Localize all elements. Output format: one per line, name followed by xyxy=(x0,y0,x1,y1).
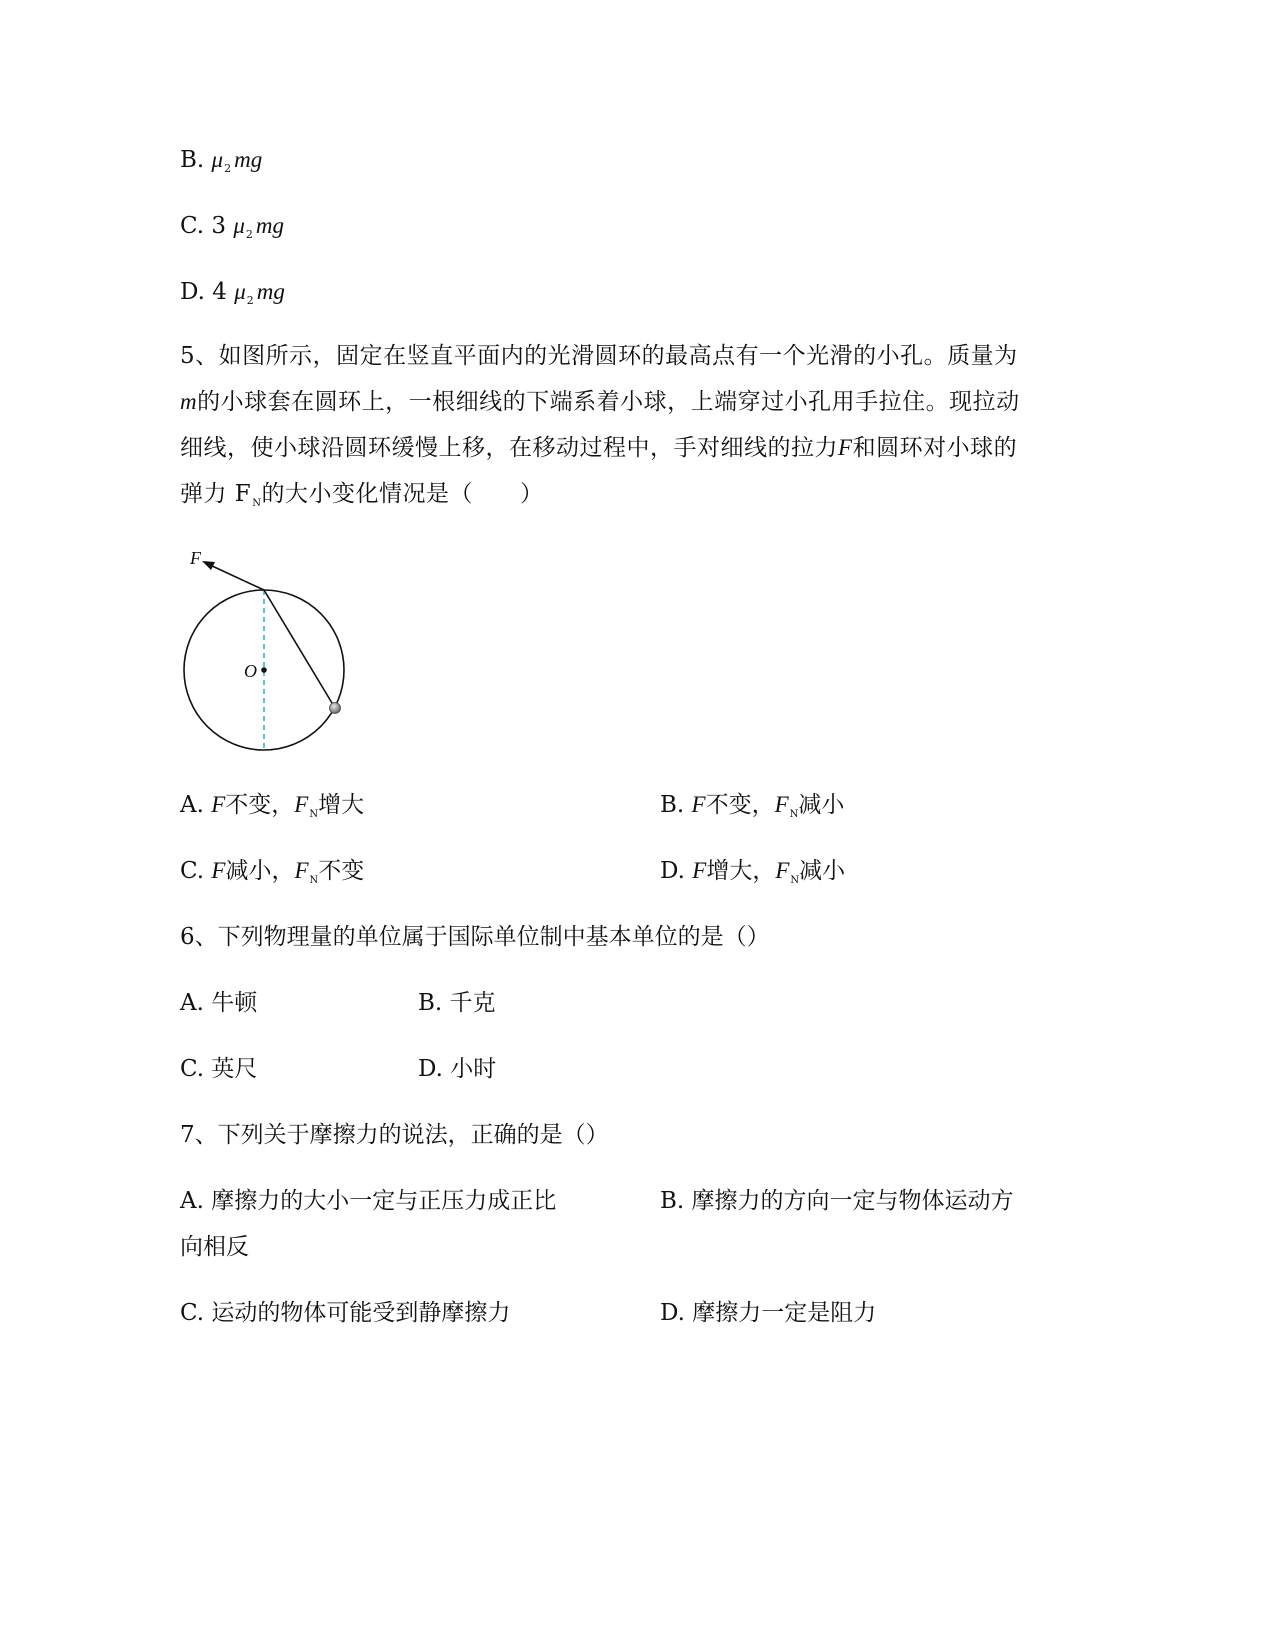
option-text: C. 运动的物体可能受到静摩擦力 xyxy=(180,1300,511,1326)
force-variable: F xyxy=(838,435,853,460)
option-text: 不变， xyxy=(225,792,295,818)
ball xyxy=(330,703,341,714)
q5-text: 弹力 F xyxy=(180,481,252,507)
q5-option-b xyxy=(660,790,844,825)
subscript: N xyxy=(789,809,799,820)
normal-force-variable: F xyxy=(294,858,309,883)
option-text: 增大 xyxy=(318,792,365,818)
subscript: N xyxy=(790,875,800,886)
option-text: 减小， xyxy=(225,858,295,884)
mu-symbol: μ xyxy=(211,147,224,172)
q6-option-a xyxy=(180,988,257,1018)
q6-option-b xyxy=(418,988,496,1018)
subscript: N xyxy=(309,875,319,886)
q4-option-c xyxy=(180,211,284,245)
q5-text: 的大小变化情况是（ ） xyxy=(261,481,544,507)
option-prefix: D. xyxy=(660,858,693,884)
normal-force-variable: F xyxy=(775,858,790,883)
q5-text: 细线，使小球沿圆环缓慢上移，在移动过程中，手对细线的拉力 xyxy=(180,435,838,461)
force-arrow-shaft xyxy=(210,565,264,590)
option-prefix: D. 4 xyxy=(180,279,235,305)
option-prefix: A. xyxy=(180,792,212,818)
subscript: N xyxy=(252,498,262,509)
option-text: D. 摩擦力一定是阻力 xyxy=(660,1300,877,1326)
option-text: 增大， xyxy=(706,858,776,884)
option-text: B. 千克 xyxy=(418,990,496,1016)
q7-option-a-line-2 xyxy=(180,1232,249,1262)
mu-symbol: μ xyxy=(233,213,245,238)
q7-option-b xyxy=(660,1186,1014,1216)
q4-option-d xyxy=(180,277,285,311)
string-line xyxy=(264,590,335,708)
mu-symbol: μ xyxy=(234,279,246,304)
option-text: 向相反 xyxy=(180,1234,249,1260)
center-point xyxy=(261,667,267,673)
q6-text: 6、下列物理量的单位属于国际单位制中基本单位的是（） xyxy=(180,924,770,950)
subscript: 2 xyxy=(246,294,254,307)
option-text: C. 英尺 xyxy=(180,1056,258,1082)
option-text: B. 摩擦力的方向一定与物体运动方 xyxy=(660,1188,1014,1214)
q6-option-c xyxy=(180,1054,257,1084)
q4-option-b xyxy=(180,145,262,179)
force-variable: F xyxy=(211,792,226,817)
option-text: 不变， xyxy=(705,792,775,818)
q5-option-d xyxy=(660,856,845,891)
formula-tail: mg xyxy=(255,213,285,238)
option-prefix: C. 3 xyxy=(180,213,234,239)
normal-force-variable: F xyxy=(294,792,309,817)
option-text: A. 摩擦力的大小一定与正压力成正比 xyxy=(180,1188,557,1214)
normal-force-variable: F xyxy=(774,792,789,817)
q5-stem-line-4 xyxy=(180,471,544,522)
q5-stem-line-2 xyxy=(180,379,1020,425)
q5-text: 5、如图所示，固定在竖直平面内的光滑圆环的最高点有一个光滑的小孔。质量为 xyxy=(180,343,1018,369)
q5-text: 的小球套在圆环上，一根细线的下端系着小球，上端穿过小孔用手拉住。现拉动 xyxy=(197,389,1020,415)
mass-variable: m xyxy=(180,389,198,414)
option-text: 不变 xyxy=(318,858,365,884)
q6-stem xyxy=(180,922,770,952)
q5-stem-line-1 xyxy=(180,333,1018,379)
option-text: 减小 xyxy=(798,792,845,818)
force-variable: F xyxy=(691,792,706,817)
force-variable: F xyxy=(692,858,707,883)
option-prefix: C. xyxy=(180,858,212,884)
formula-tail: mg xyxy=(256,279,285,304)
q6-option-d xyxy=(418,1054,496,1084)
option-text: A. 牛顿 xyxy=(180,990,258,1016)
option-prefix: B. xyxy=(180,147,212,173)
option-text: D. 小时 xyxy=(418,1056,497,1082)
q5-option-a xyxy=(180,790,364,825)
q7-stem xyxy=(180,1120,609,1150)
q5-option-c xyxy=(180,856,364,891)
formula-tail: mg xyxy=(234,147,263,172)
subscript: 2 xyxy=(224,162,232,175)
q7-option-a-line-1 xyxy=(180,1186,556,1216)
q7-option-d xyxy=(660,1298,876,1328)
force-label: F xyxy=(190,548,201,568)
q5-stem-line-3 xyxy=(180,425,1017,471)
q7-text: 7、下列关于摩擦力的说法，正确的是（） xyxy=(180,1122,609,1148)
ring-diagram xyxy=(170,540,370,760)
option-text: 减小 xyxy=(799,858,846,884)
center-label: O xyxy=(244,661,257,681)
subscript: 2 xyxy=(245,228,253,241)
q7-option-c xyxy=(180,1298,510,1328)
force-arrow-head xyxy=(202,561,215,570)
force-variable: F xyxy=(211,858,226,883)
q5-text: 和圆环对小球的 xyxy=(852,435,1018,461)
subscript: N xyxy=(309,809,319,820)
option-prefix: B. xyxy=(660,792,692,818)
